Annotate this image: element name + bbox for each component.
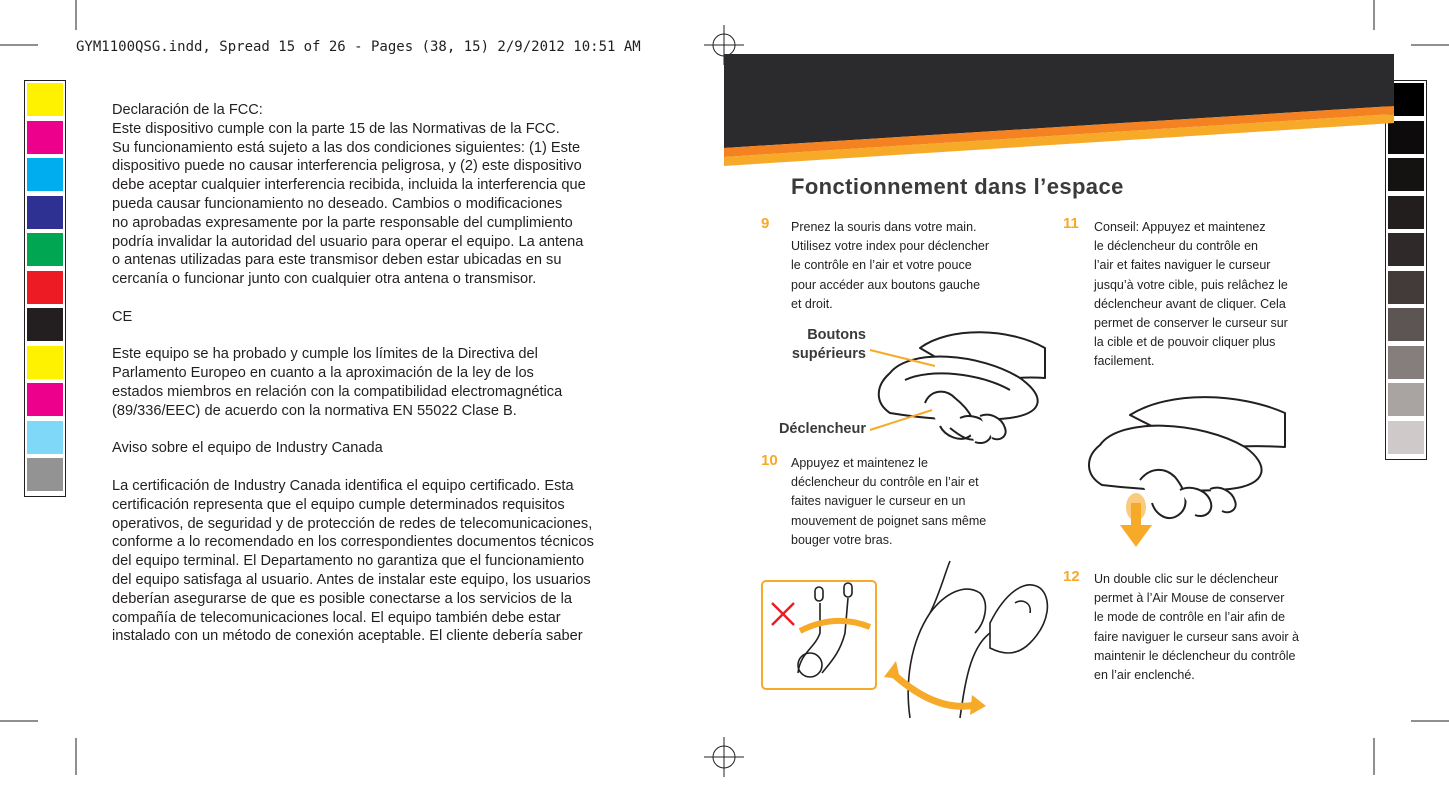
color-swatch	[1388, 271, 1424, 304]
color-swatch	[27, 383, 63, 416]
header-banner	[724, 54, 1394, 166]
color-swatch	[27, 271, 63, 304]
color-swatch	[27, 196, 63, 229]
color-swatch	[27, 458, 63, 491]
color-swatch	[27, 83, 63, 116]
color-swatch	[1388, 346, 1424, 379]
file-slug: GYM1100QSG.indd, Spread 15 of 26 - Pages (38, 15) 2/9/2012 10:51 AM	[76, 39, 641, 55]
ce-heading: CE	[112, 308, 133, 325]
step-10-number: 10	[761, 452, 778, 469]
color-swatch	[1388, 308, 1424, 341]
left-color-bar	[24, 80, 66, 497]
color-swatch	[27, 121, 63, 154]
industry-canada-heading: Aviso sobre el equipo de Industry Canada	[112, 440, 383, 457]
wrist-motion-illustration	[760, 553, 1060, 723]
step-9-text: Prenez la souris dans votre main. Utilisez votre index pour déclencher le contrôle en l’air et votre pouce pour accéder aux boutons gauche et droit.	[791, 220, 990, 311]
step-11-text: Conseil: Appuyez et maintenez le déclencheur du contrôle en l’air et faites naviguer le curseur jusqu’à votre cible, puis relâchez le déclencheur avant de cliquer. Cela permet de conserver le curseur sur la cible et de pouvoir cliquer plus facilement.	[1094, 220, 1288, 369]
color-swatch	[1388, 421, 1424, 454]
ce-statement: Este equipo se ha probado y cumple los límites de la Directiva del Parlamento Europeo en cuanto a la aproximación de la ley de los estados miembros en relación con la compatibilidad electromagnética (89/336/EEC) de acuerdo con la normativa EN 55022 Clase B.	[112, 346, 563, 419]
color-swatch	[27, 346, 63, 379]
color-swatch	[27, 308, 63, 341]
color-swatch	[27, 233, 63, 266]
step-11-number: 11	[1063, 215, 1079, 232]
trigger-label: Déclencheur	[778, 421, 866, 437]
step-12-number: 12	[1063, 568, 1080, 585]
top-buttons-label: Boutons supérieurs	[791, 327, 866, 362]
color-swatch	[1388, 233, 1424, 266]
step-9-number: 9	[761, 215, 770, 232]
step-10-text: Appuyez et maintenez le déclencheur du contrôle en l’air et faites naviguer le curseur en un mouvement de poignet sans même bouger votre bras.	[791, 456, 987, 547]
fcc-statement: Declaración de la FCC: Este dispositivo cumple con la parte 15 de las Normativas de la FCC. Su funcionamiento está sujeto a las dos condiciones siguientes: (1) Este dispositivo puede no causar interferencia peligrosa, y (2) este dispositivo debe aceptar cualquier interferencia recibida, incluida la interferencia que pueda causar funcionamiento no deseado. Cambios o modificaciones no aprobadas expresamente por la parte responsable del cumplimiento podría invalidar la autoridad del usuario para operar el equipo. La antena o antenas utilizadas para este transmisor deben estar ubicadas en su cercanía o funcionar junto con cualquier otra antena o transmisor.	[112, 102, 586, 288]
trigger-release-illustration	[1070, 385, 1300, 555]
registration-mark-bottom	[704, 737, 744, 777]
industry-canada-statement: La certificación de Industry Canada identifica el equipo certificado. Esta certificación representa que el equipo cumple determinados requisitos operativos, de seguridad y de protección de redes de telecomunicaciones, conforme a lo recomendado en los correspondientes documentos técnicos del equipo terminal. El Departamento no garantiza que el funcionamiento del equipo satisfaga al usuario. Antes de instalar este equipo, los usuarios deberían asegurarse de que es posible conectarse a los servicios de la compañía de telecomunicaciones local. El equipo también debe estar instalado con un método de conexión aceptable. El cliente debería saber	[112, 477, 594, 645]
section-title: Fonctionnement dans l’espace	[791, 174, 1124, 199]
down-arrow-icon	[1120, 525, 1152, 547]
color-swatch	[27, 158, 63, 191]
step-12-text: Un double clic sur le déclencheur permet à l’Air Mouse de conserver le mode de contrôle en l’air afin de faire naviguer le curseur sans avoir à maintenir le déclencheur du contrôle en l’air enclenché.	[1094, 572, 1299, 683]
left-page-text	[112, 101, 672, 665]
color-swatch	[1388, 196, 1424, 229]
mouse-in-hand-illustration	[860, 318, 1050, 458]
color-swatch	[1388, 383, 1424, 416]
color-swatch	[27, 421, 63, 454]
